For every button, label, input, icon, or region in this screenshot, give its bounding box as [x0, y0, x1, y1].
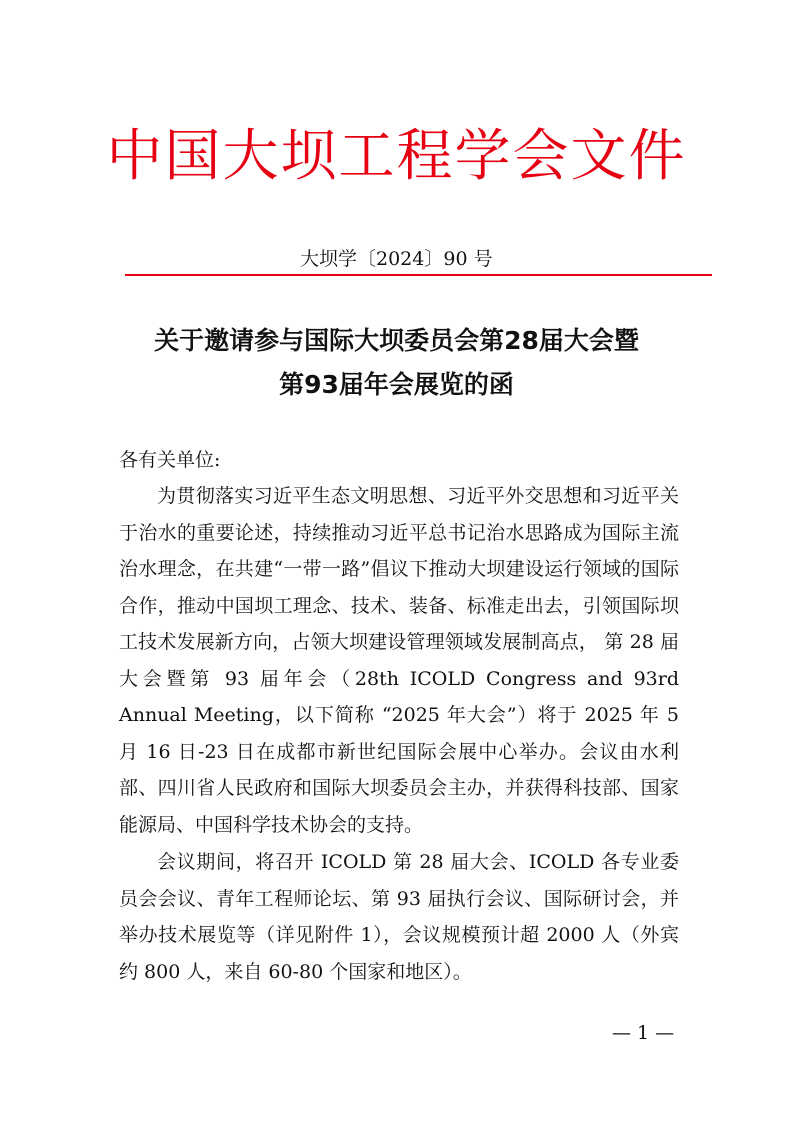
body-paragraph-2: 会议期间，将召开 ICOLD 第 28 届大会、ICOLD 各专业委员会会议、青年工程师论坛、第 93 届执行会议、国际研讨会，并举办技术展览等（详见附件 1），会议规模预计超 2000 人（外宾约 800 人，来自 60-80 个国家和地区）。: [119, 851, 679, 983]
document-title-line-2: 第93届年会展览的函: [279, 370, 514, 399]
page-number: — 1 —: [612, 1022, 675, 1044]
body-paragraph-1: 为贯彻落实习近平生态文明思想、习近平外交思想和习近平关于治水的重要论述，持续推动习近平总书记治水思路成为国际主流治水理念，在共建“一带一路”倡议下推动大坝建设运行领域的国际合作，推动中国坝工理念、技术、装备、标准走出去，引领国际坝工技术发展新方向，占领大坝建设管理领域发展制高点， 第 28 届大会暨第 93 届年会（28th ICOLD Congress and 93rd Annual Meeting，以下简称 “2025 年大会”）将于 2025 年 5 月 16 日-23 日在成都市新世纪国际会展中心举办。会议由水利部、四川省人民政府和国际大坝委员会主办，并获得科技部、国家能源局、中国科学技术协会的支持。: [119, 485, 679, 836]
masthead-title: 中国大坝工程学会文件: [106, 124, 687, 189]
red-divider-rule: [125, 274, 712, 276]
document-title-line-1: 关于邀请参与国际大坝委员会第28届大会暨: [154, 326, 639, 355]
document-number: 大坝学〔2024〕90 号: [300, 248, 493, 270]
salutation: 各有关单位:: [119, 449, 221, 471]
